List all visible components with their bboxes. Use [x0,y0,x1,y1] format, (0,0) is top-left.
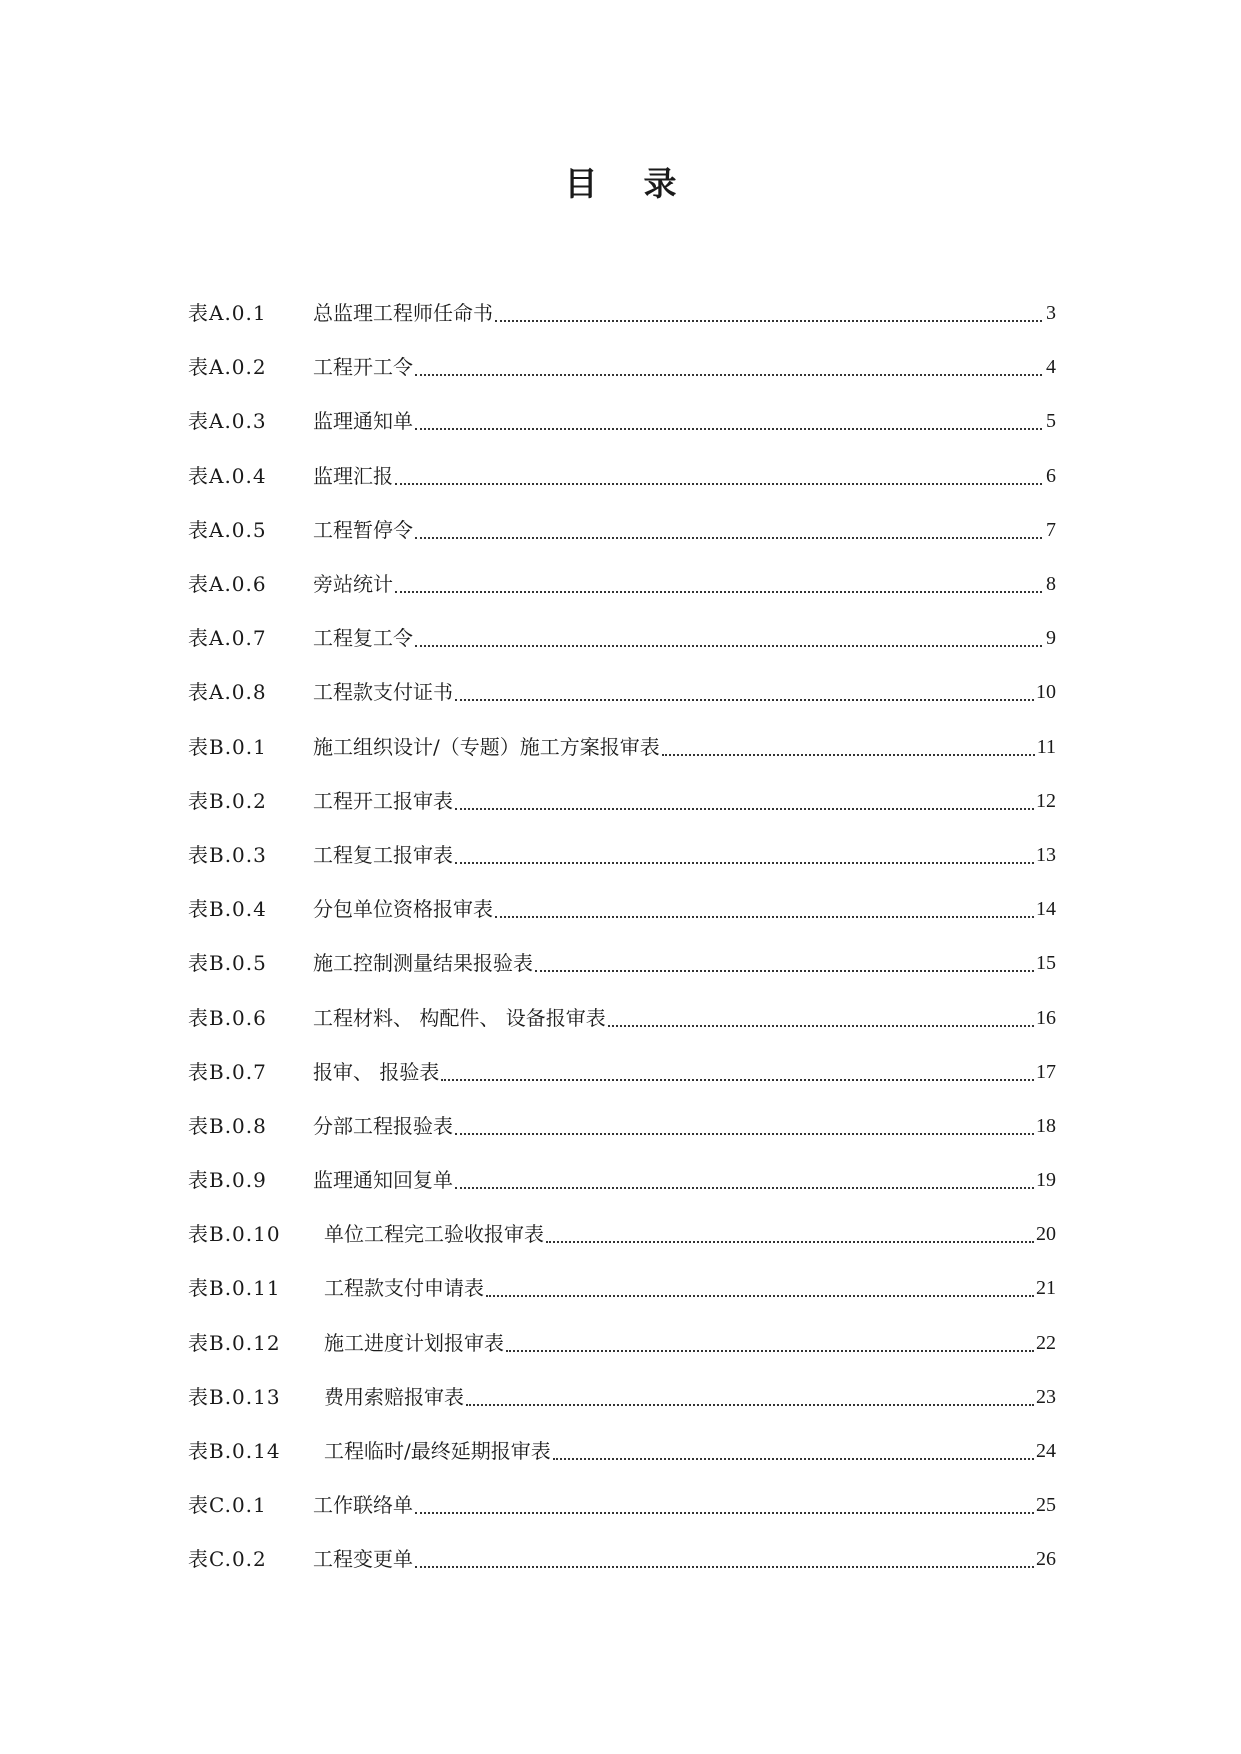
toc-entry-page: 5 [1046,410,1056,433]
toc-entry-code: 表B.0.6 [188,1005,267,1030]
toc-entry-title: 报审、 报验表 [313,1059,440,1084]
toc-entry-code: 表A.0.1 [188,301,267,326]
toc-entry-page: 20 [1036,1223,1056,1246]
toc-entry-code: 表A.0.3 [188,409,267,434]
toc-leader-dots [395,483,1042,485]
toc-entry-page: 14 [1036,898,1056,921]
toc-entry-title: 监理汇报 [313,463,393,488]
toc-entry[interactable] [188,1370,1056,1424]
toc-entry-page: 6 [1046,464,1056,487]
toc-entry[interactable] [188,665,1056,719]
toc-entry[interactable] [188,1153,1056,1207]
toc-entry-page: 21 [1036,1277,1056,1300]
toc-entry-page: 15 [1036,952,1056,975]
toc-entry-page: 3 [1046,302,1056,325]
toc-entry[interactable] [188,611,1056,665]
toc-entry[interactable] [188,1099,1056,1153]
toc-entry-title: 工程款支付申请表 [324,1276,484,1301]
toc-entry-code: 表A.0.6 [188,572,267,597]
toc-entry-page: 18 [1036,1114,1056,1137]
toc-entry-title: 施工组织设计/（专题）施工方案报审表 [313,734,660,759]
toc-entry-title: 工程材料、 构配件、 设备报审表 [313,1005,606,1030]
toc-entry-code: 表C.0.2 [188,1547,267,1572]
toc-leader-dots [415,374,1042,376]
toc-leader-dots [455,1187,1034,1189]
toc-entry-title: 工作联络单 [313,1493,413,1518]
toc-entry-code: 表A.0.2 [188,355,267,380]
toc-entry-title: 工程开工令 [313,355,413,380]
toc-entry-page: 16 [1036,1006,1056,1029]
toc-leader-dots [455,699,1034,701]
toc-entry-code: 表B.0.11 [188,1276,281,1301]
toc-entry[interactable] [188,1424,1056,1478]
toc-entry-title: 工程暂停令 [313,517,413,542]
toc-entry-code: 表B.0.5 [188,951,267,976]
toc-entry[interactable] [188,990,1056,1044]
toc-entry-page: 19 [1036,1169,1056,1192]
toc-entry[interactable] [188,1478,1056,1532]
toc-entry-title: 工程款支付证书 [313,680,453,705]
toc-entry[interactable] [188,340,1056,394]
toc-leader-dots [608,1025,1034,1027]
toc-leader-dots [455,808,1034,810]
toc-entry-page: 9 [1046,627,1056,650]
toc-entry-page: 17 [1036,1060,1056,1083]
toc-entry-title: 施工进度计划报审表 [324,1330,504,1355]
toc-entry-page: 24 [1036,1440,1056,1463]
toc-entry-code: 表B.0.14 [188,1439,281,1464]
toc-entry-page: 22 [1036,1331,1056,1354]
toc-entry-code: 表A.0.8 [188,680,267,705]
toc-entry[interactable] [188,1207,1056,1261]
toc-entry-title: 监理通知回复单 [313,1168,453,1193]
toc-entry-page: 4 [1046,356,1056,379]
toc-entry-code: 表B.0.3 [188,842,267,867]
toc-leader-dots [415,1512,1034,1514]
toc-entry-title: 分部工程报验表 [313,1113,453,1138]
toc-entry-title: 工程临时/最终延期报审表 [324,1439,551,1464]
toc-leader-dots [495,320,1042,322]
toc-entry[interactable] [188,449,1056,503]
toc-leader-dots [415,428,1042,430]
toc-entry-title: 工程复工令 [313,626,413,651]
toc-entry-code: 表A.0.5 [188,517,267,542]
toc-entry[interactable] [188,557,1056,611]
toc-entry-page: 7 [1046,518,1056,541]
toc-entry[interactable] [188,1045,1056,1099]
toc-entry-title: 分包单位资格报审表 [313,897,493,922]
toc-entry-title: 工程复工报审表 [313,842,453,867]
toc-entry-title: 单位工程完工验收报审表 [324,1222,544,1247]
toc-entry-code: 表A.0.4 [188,463,267,488]
toc-entry-code: 表C.0.1 [188,1493,267,1518]
toc-entry-page: 23 [1036,1385,1056,1408]
toc-entry-page: 13 [1036,843,1056,866]
toc-entry-code: 表B.0.7 [188,1059,267,1084]
toc-entry-page: 8 [1046,573,1056,596]
toc-entry-code: 表B.0.9 [188,1168,267,1193]
toc-entry-page: 11 [1036,735,1056,758]
toc-entry[interactable] [188,828,1056,882]
toc-entry[interactable] [188,774,1056,828]
toc-entry-code: 表B.0.4 [188,897,267,922]
toc-entry[interactable] [188,394,1056,448]
toc-entry[interactable] [188,936,1056,990]
toc-entry[interactable] [188,720,1056,774]
toc-entry-code: 表B.0.10 [188,1222,281,1247]
toc-entry[interactable] [188,882,1056,936]
toc-entry-page: 26 [1036,1548,1056,1571]
toc-leader-dots [662,754,1035,756]
toc-entry-code: 表B.0.2 [188,788,267,813]
toc-leader-dots [415,537,1042,539]
toc-entry-title: 旁站统计 [313,572,393,597]
table-of-contents [188,286,1056,1587]
toc-leader-dots [455,862,1034,864]
toc-entry-title: 监理通知单 [313,409,413,434]
toc-leader-dots [506,1350,1034,1352]
toc-entry[interactable] [188,503,1056,557]
toc-entry-code: 表A.0.7 [188,626,267,651]
toc-leader-dots [455,1133,1034,1135]
toc-leader-dots [415,645,1042,647]
toc-entry-page: 12 [1036,789,1056,812]
toc-entry-code: 表B.0.12 [188,1330,281,1355]
toc-leader-dots [486,1295,1034,1297]
toc-entry[interactable] [188,1316,1056,1370]
toc-entry[interactable] [188,286,1056,340]
toc-leader-dots [546,1241,1034,1243]
toc-entry-title: 施工控制测量结果报验表 [313,951,533,976]
toc-leader-dots [441,1079,1034,1081]
toc-leader-dots [395,591,1042,593]
toc-leader-dots [466,1404,1034,1406]
toc-entry[interactable] [188,1261,1056,1315]
toc-entry-title: 费用索赔报审表 [324,1384,464,1409]
page-title: 目 录 [564,164,677,203]
toc-entry-title: 工程变更单 [313,1547,413,1572]
toc-leader-dots [495,916,1034,918]
toc-entry-code: 表B.0.1 [188,734,267,759]
toc-leader-dots [535,970,1034,972]
toc-entry-title: 总监理工程师任命书 [313,301,493,326]
toc-entry-code: 表B.0.13 [188,1384,281,1409]
toc-entry-title: 工程开工报审表 [313,788,453,813]
toc-entry-page: 25 [1036,1494,1056,1517]
toc-leader-dots [553,1458,1034,1460]
toc-entry[interactable] [188,1532,1056,1586]
toc-entry-code: 表B.0.8 [188,1113,267,1138]
toc-leader-dots [415,1566,1034,1568]
toc-entry-page: 10 [1036,681,1056,704]
